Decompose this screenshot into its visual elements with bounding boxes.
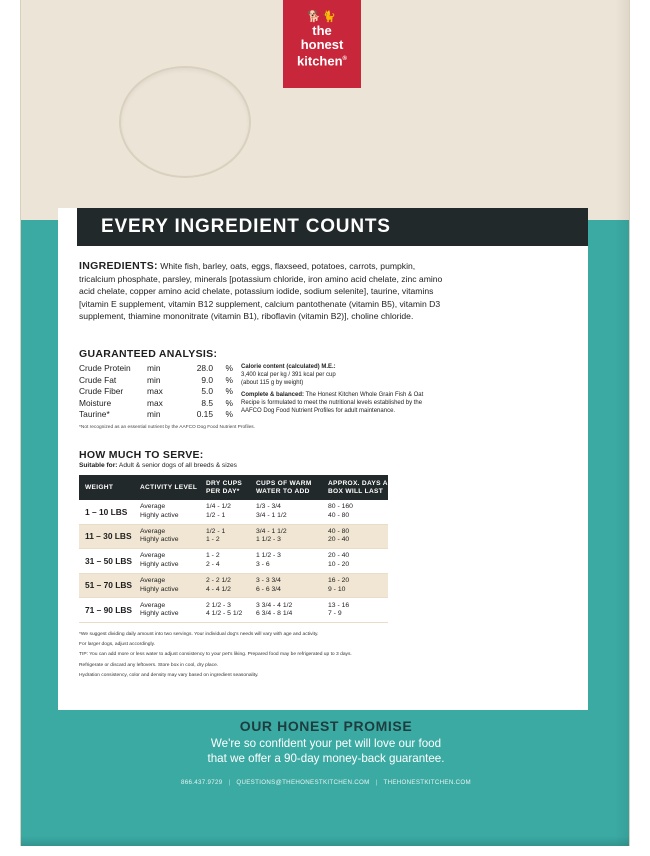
- info-panel: [58, 208, 588, 710]
- analysis-row: [79, 386, 233, 398]
- promise-title: OUR HONEST PROMISE: [239, 718, 413, 734]
- feeding-row: [79, 598, 388, 623]
- promise-text: We're so confident your pet will love our food that we offer a 90-day money-back guarantee.: [207, 737, 445, 765]
- feeding-cell: 20 - 40 10 - 20: [328, 552, 350, 568]
- feeding-cell: 2 - 2 1/2 4 - 4 1/2: [206, 576, 231, 593]
- analysis-value: 28.0: [196, 363, 213, 373]
- feeding-cell: 13 - 16 7 - 9: [328, 601, 350, 618]
- analysis-row: [79, 409, 233, 421]
- column-header: APPROX. DAYS A BOX WILL LAST: [328, 479, 388, 495]
- analysis-qualifier: min: [147, 363, 161, 373]
- ingredients-text: INGREDIENTS: White fish, barley, oats, eggs, flaxseed, potatoes, carrots, pumpkin, tricalcium phosphate, parsley, minerals [potassium chloride, iron amino acid chelate, zinc amino acid chelate, copper amino acid chelate, potassium iodide, sodium selenite], taurine, vitamins [vitamin E supplement, vitamin B12 supplement, calcium pantothenate (vitamin B5), vitamin D3 supplement, thiamine mononitrate (vitamin B1), riboflavin (vitamin B2)], choline chloride.: [79, 260, 443, 321]
- guaranteed-analysis-title: GUARANTEED ANALYSIS:: [79, 348, 218, 360]
- analysis-value: 5.0: [201, 386, 213, 397]
- feeding-cell: 80 - 160 40 - 80: [328, 503, 353, 519]
- brand-logo: 🐕🐈 the honest kitchen®: [283, 0, 361, 88]
- guaranteed-analysis-table: [79, 363, 233, 421]
- carry-handle-cutout: [119, 66, 251, 178]
- feeding-note: For larger dogs, adjust accordingly.: [79, 642, 156, 648]
- analysis-unit: %: [225, 363, 233, 373]
- feeding-table: [79, 475, 388, 623]
- calorie-content: Calorie content (calculated) M.E.: 3,400 kcal per kg / 391 kcal per cup (about 115 g by weight) Complete & balanced: The Honest Kitchen Whole Grain Fish & Oat Recipe is formulated to meet the nutritional levels established by the AAFCO Dog Food Nutrient Profiles for adult maintenance.: [241, 364, 424, 414]
- feeding-cell: 1/4 - 1/2 1/2 - 1: [206, 503, 231, 519]
- feeding-note: Refrigerate or discard any leftovers. Store box in cool, dry place.: [79, 662, 219, 668]
- analysis-row: [79, 398, 233, 410]
- feeding-cell: Average Highly active: [140, 601, 179, 618]
- how-much-to-serve-title: HOW MUCH TO SERVE:: [79, 449, 204, 461]
- column-header: CUPS OF WARM WATER TO ADD: [256, 479, 312, 495]
- weight-range: 31 – 50 LBS: [85, 555, 133, 566]
- analysis-row: [79, 363, 233, 375]
- panel-header: EVERY INGREDIENT COUNTS: [77, 208, 588, 246]
- suitable-for: Suitable for: Adult & senior dogs of all breeds & sizes: [79, 462, 237, 469]
- feeding-row: [79, 525, 388, 550]
- weight-range: 51 – 70 LBS: [85, 580, 133, 591]
- analysis-name: Crude Fat: [79, 374, 117, 385]
- analysis-value: 0.15: [196, 409, 213, 420]
- weight-range: 1 – 10 LBS: [85, 506, 128, 517]
- feeding-cell: Average Highly active: [140, 503, 179, 519]
- pet-silhouette-icon: 🐕🐈: [307, 11, 337, 23]
- feeding-row: [79, 500, 388, 525]
- feeding-notes: [79, 631, 539, 682]
- feeding-cell: 40 - 80 20 - 40: [328, 527, 350, 544]
- feeding-cell: 2 1/2 - 3 4 1/2 - 5 1/2: [206, 601, 243, 618]
- feeding-cell: 3 - 3 3/4 6 - 6 3/4: [256, 576, 281, 593]
- guaranteed-analysis-note: *Not recognized as an essential nutrient by the AAFCO Dog Food Nutrient Profiles.: [79, 425, 255, 430]
- feeding-cell: 3/4 - 1 1/2 1 1/2 - 3: [256, 527, 287, 544]
- weight-range: 71 – 90 LBS: [85, 604, 133, 615]
- feeding-row: [79, 574, 388, 599]
- feeding-cell: 1 1/2 - 3 3 - 6: [256, 552, 281, 568]
- website: THEHONESTKITCHEN.COM: [383, 779, 471, 786]
- product-box-back: [20, 0, 630, 846]
- contact-line: 866.437.9729 | QUESTIONS@THEHONESTKITCHEN.COM | THEHONESTKITCHEN.COM: [181, 779, 471, 786]
- analysis-value: 9.0: [201, 374, 213, 385]
- analysis-qualifier: min: [147, 409, 161, 420]
- analysis-row: [79, 375, 233, 387]
- feeding-cell: 16 - 20 9 - 10: [328, 576, 350, 593]
- feeding-table-header: [79, 475, 388, 500]
- feeding-cell: Average Highly active: [140, 576, 179, 593]
- feeding-row: [79, 549, 388, 574]
- analysis-value: 8.5: [201, 397, 213, 408]
- weight-range: 11 – 30 LBS: [85, 531, 132, 542]
- analysis-qualifier: max: [147, 386, 163, 397]
- analysis-unit: %: [225, 386, 233, 397]
- feeding-note: Hydration consistency, color and density may vary based on ingredient seasonality.: [79, 672, 259, 678]
- feeding-cell: 1/2 - 1 1 - 2: [206, 527, 226, 544]
- phone-number: 866.437.9729: [181, 779, 223, 786]
- analysis-name: Taurine*: [79, 409, 110, 420]
- analysis-name: Moisture: [79, 397, 112, 408]
- analysis-unit: %: [225, 397, 233, 408]
- feeding-cell: Average Highly active: [140, 527, 179, 544]
- feeding-cell: 1/3 - 3/4 3/4 - 1 1/2: [256, 503, 287, 519]
- email-address: QUESTIONS@THEHONESTKITCHEN.COM: [236, 779, 370, 786]
- analysis-unit: %: [225, 374, 233, 385]
- column-header: ACTIVITY LEVEL: [140, 483, 198, 491]
- column-header: WEIGHT: [85, 483, 114, 491]
- feeding-note: TIP: You can add more or less water to adjust consistency to your pet's liking. Prepared food may be refrigerated up to 3 days.: [79, 652, 352, 658]
- analysis-qualifier: min: [147, 374, 161, 385]
- feeding-cell: 3 3/4 - 4 1/2 6 3/4 - 8 1/4: [256, 601, 293, 618]
- analysis-name: Crude Protein: [79, 363, 131, 373]
- analysis-unit: %: [225, 409, 233, 420]
- column-header: DRY CUPS PER DAY*: [206, 479, 243, 495]
- analysis-name: Crude Fiber: [79, 386, 124, 397]
- feeding-cell: Average Highly active: [140, 552, 179, 568]
- analysis-qualifier: max: [147, 397, 163, 408]
- feeding-cell: 1 - 2 2 - 4: [206, 552, 220, 568]
- feeding-note: *We suggest dividing daily amount into two servings. Your individual dog's needs will vary with age and activity.: [79, 632, 319, 637]
